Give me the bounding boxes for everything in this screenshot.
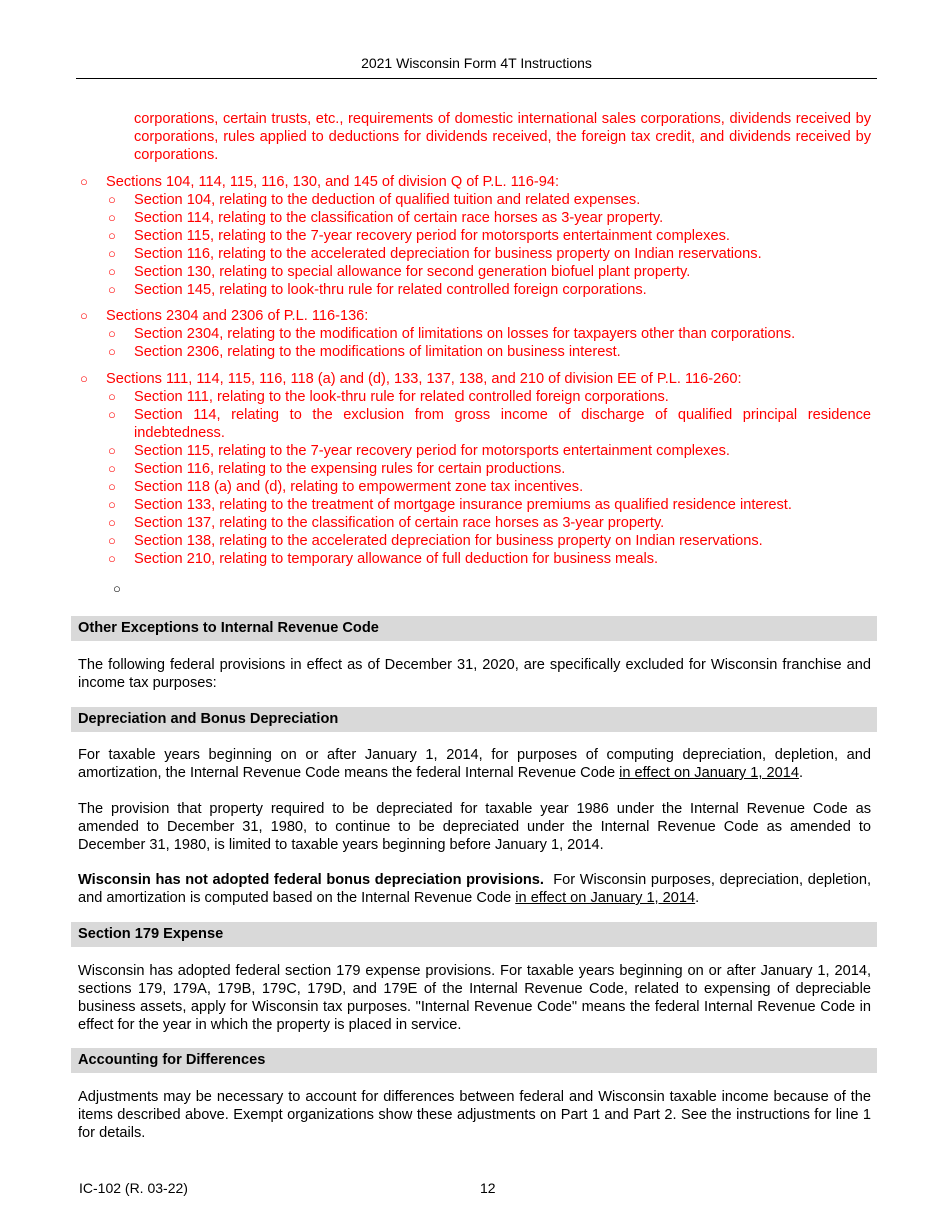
- empty-bullet-icon: ○: [113, 581, 121, 596]
- list-item: Section 116, relating to the accelerated depreciation for business property on Indian reservations.: [134, 246, 762, 262]
- depreciation-paragraph-3: [78, 871, 876, 907]
- list-item: Section 137, relating to the classification of certain race horses as 3-year property.: [134, 515, 665, 531]
- bullet-icon: ○: [108, 264, 116, 279]
- bullet-icon: ○: [80, 174, 88, 189]
- section-heading: Other Exceptions to Internal Revenue Code: [78, 620, 379, 636]
- bullet-icon: ○: [108, 344, 116, 359]
- page-number: 12: [480, 1180, 496, 1196]
- paragraph-text: For Wisconsin purposes, depreciation, depletion, and amortization is computed based on the Internal Revenue Code: [78, 872, 876, 906]
- paragraph-end: .: [798, 765, 804, 781]
- bullet-icon: ○: [108, 461, 116, 476]
- bullet-icon: ○: [108, 551, 116, 566]
- page-header: 2021 Wisconsin Form 4T Instructions: [361, 55, 592, 71]
- paragraph-end: .: [695, 890, 700, 906]
- list-item: Section 116, relating to the expensing rules for certain productions.: [134, 461, 566, 477]
- list-item: Section 114, relating to the classification of certain race horses as 3-year property.: [134, 210, 664, 226]
- section-heading-bar: [71, 616, 877, 641]
- list-item: Section 138, relating to the accelerated depreciation for business property on Indian reservations.: [134, 533, 763, 549]
- section-heading: Accounting for Differences: [78, 1052, 266, 1068]
- bullet-icon: ○: [108, 326, 116, 341]
- group3-title: Sections 111, 114, 115, 116, 118 (a) and (d), 133, 137, 138, and 210 of division EE of P.L. 116-260:: [106, 371, 742, 387]
- depreciation-paragraph-2: The provision that property required to be depreciated for taxable year 1986 under the Internal Revenue Code as amended to December 31, 1980, to continue to be depreciated under the Internal Revenue Code as amended to December 31, 1980, is limited to taxable years beginning before January 1, 2014.: [78, 801, 871, 853]
- accounting-paragraph: Adjustments may be necessary to account for differences between federal and Wisconsin taxable income because of the items described above. Exempt organizations show these adjustments on Part 1 and Part 2. See the instructions for line 1 for details.: [78, 1089, 871, 1141]
- bullet-icon: ○: [108, 210, 116, 225]
- group2-title: Sections 2304 and 2306 of P.L. 116-136:: [106, 308, 369, 324]
- header-rule: [76, 78, 877, 79]
- section-heading-bar: [71, 922, 877, 947]
- list-item: Section 145, relating to look-thru rule for related controlled foreign corporations.: [134, 282, 647, 298]
- bullet-icon: ○: [108, 443, 116, 458]
- bullet-icon: ○: [108, 282, 116, 297]
- bullet-icon: ○: [108, 407, 116, 422]
- list-item: Section 115, relating to the 7-year recovery period for motorsports entertainment complexes.: [134, 443, 730, 459]
- bullet-icon: ○: [108, 246, 116, 261]
- paragraph-text: For taxable years beginning on or after January 1, 2014, for purposes of computing depreciation, depletion, and amortization, the Internal Revenue Code means the federal Internal Revenue Code: [78, 747, 871, 781]
- bullet-icon: ○: [80, 371, 88, 386]
- bullet-icon: ○: [108, 192, 116, 207]
- bullet-icon: ○: [108, 533, 116, 548]
- section-heading: Depreciation and Bonus Depreciation: [78, 711, 339, 727]
- underlined-text: in effect on January 1, 2014: [515, 890, 696, 906]
- bullet-icon: ○: [108, 497, 116, 512]
- list-item: Section 118 (a) and (d), relating to empowerment zone tax incentives.: [134, 479, 584, 495]
- underlined-text: in effect on January 1, 2014: [619, 765, 799, 781]
- list-item: Section 130, relating to special allowance for second generation biofuel plant property.: [134, 264, 691, 280]
- list-item: Section 114, relating to the exclusion from gross income of discharge of qualified principal residence indebtedness.: [134, 407, 871, 441]
- other-exceptions-paragraph: The following federal provisions in effect as of December 31, 2020, are specifically excluded for Wisconsin franchise and income tax purposes:: [78, 657, 871, 691]
- bold-statement: Wisconsin has not adopted federal bonus depreciation provisions.: [78, 872, 544, 888]
- list-item: Section 111, relating to the look-thru rule for related controlled foreign corporations.: [134, 389, 669, 405]
- section-heading: Section 179 Expense: [78, 926, 224, 942]
- section-heading-bar: [71, 707, 877, 732]
- bullet-icon: ○: [108, 389, 116, 404]
- list-item: Section 210, relating to temporary allowance of full deduction for business meals.: [134, 551, 659, 567]
- intro-continuation: corporations, certain trusts, etc., requirements of domestic international sales corporations, dividends received by corporations, rules applied to deductions for dividends received, the foreign tax credit, and dividends received by corporations.: [134, 111, 871, 163]
- group1-title: Sections 104, 114, 115, 116, 130, and 145 of division Q of P.L. 116-94:: [106, 174, 560, 190]
- bullet-icon: ○: [108, 515, 116, 530]
- list-item: Section 115, relating to the 7-year recovery period for motorsports entertainment complexes.: [134, 228, 730, 244]
- list-item: Section 104, relating to the deduction of qualified tuition and related expenses.: [134, 192, 641, 208]
- form-id: IC-102 (R. 03-22): [79, 1180, 188, 1196]
- section179-paragraph: Wisconsin has adopted federal section 179 expense provisions. For taxable years beginning on or after January 1, 2014, sections 179, 179A, 179B, 179C, 179D, and 179E of the Internal Revenue Code, related to expensing of depreciable business assets, apply for Wisconsin tax purposes. "Internal Revenue Code" means the federal Internal Revenue Code in effect for the year in which the property is placed in service.: [78, 963, 871, 1033]
- list-item: Section 2306, relating to the modifications of limitation on business interest.: [134, 344, 621, 360]
- depreciation-paragraph-1: [78, 746, 871, 782]
- bullet-icon: ○: [80, 308, 88, 323]
- section-heading-bar: [71, 1048, 877, 1073]
- bullet-icon: ○: [108, 479, 116, 494]
- list-item: Section 133, relating to the treatment of mortgage insurance premiums as qualified residence interest.: [134, 497, 792, 513]
- bullet-icon: ○: [108, 228, 116, 243]
- list-item: Section 2304, relating to the modification of limitations on losses for taxpayers other than corporations.: [134, 326, 796, 342]
